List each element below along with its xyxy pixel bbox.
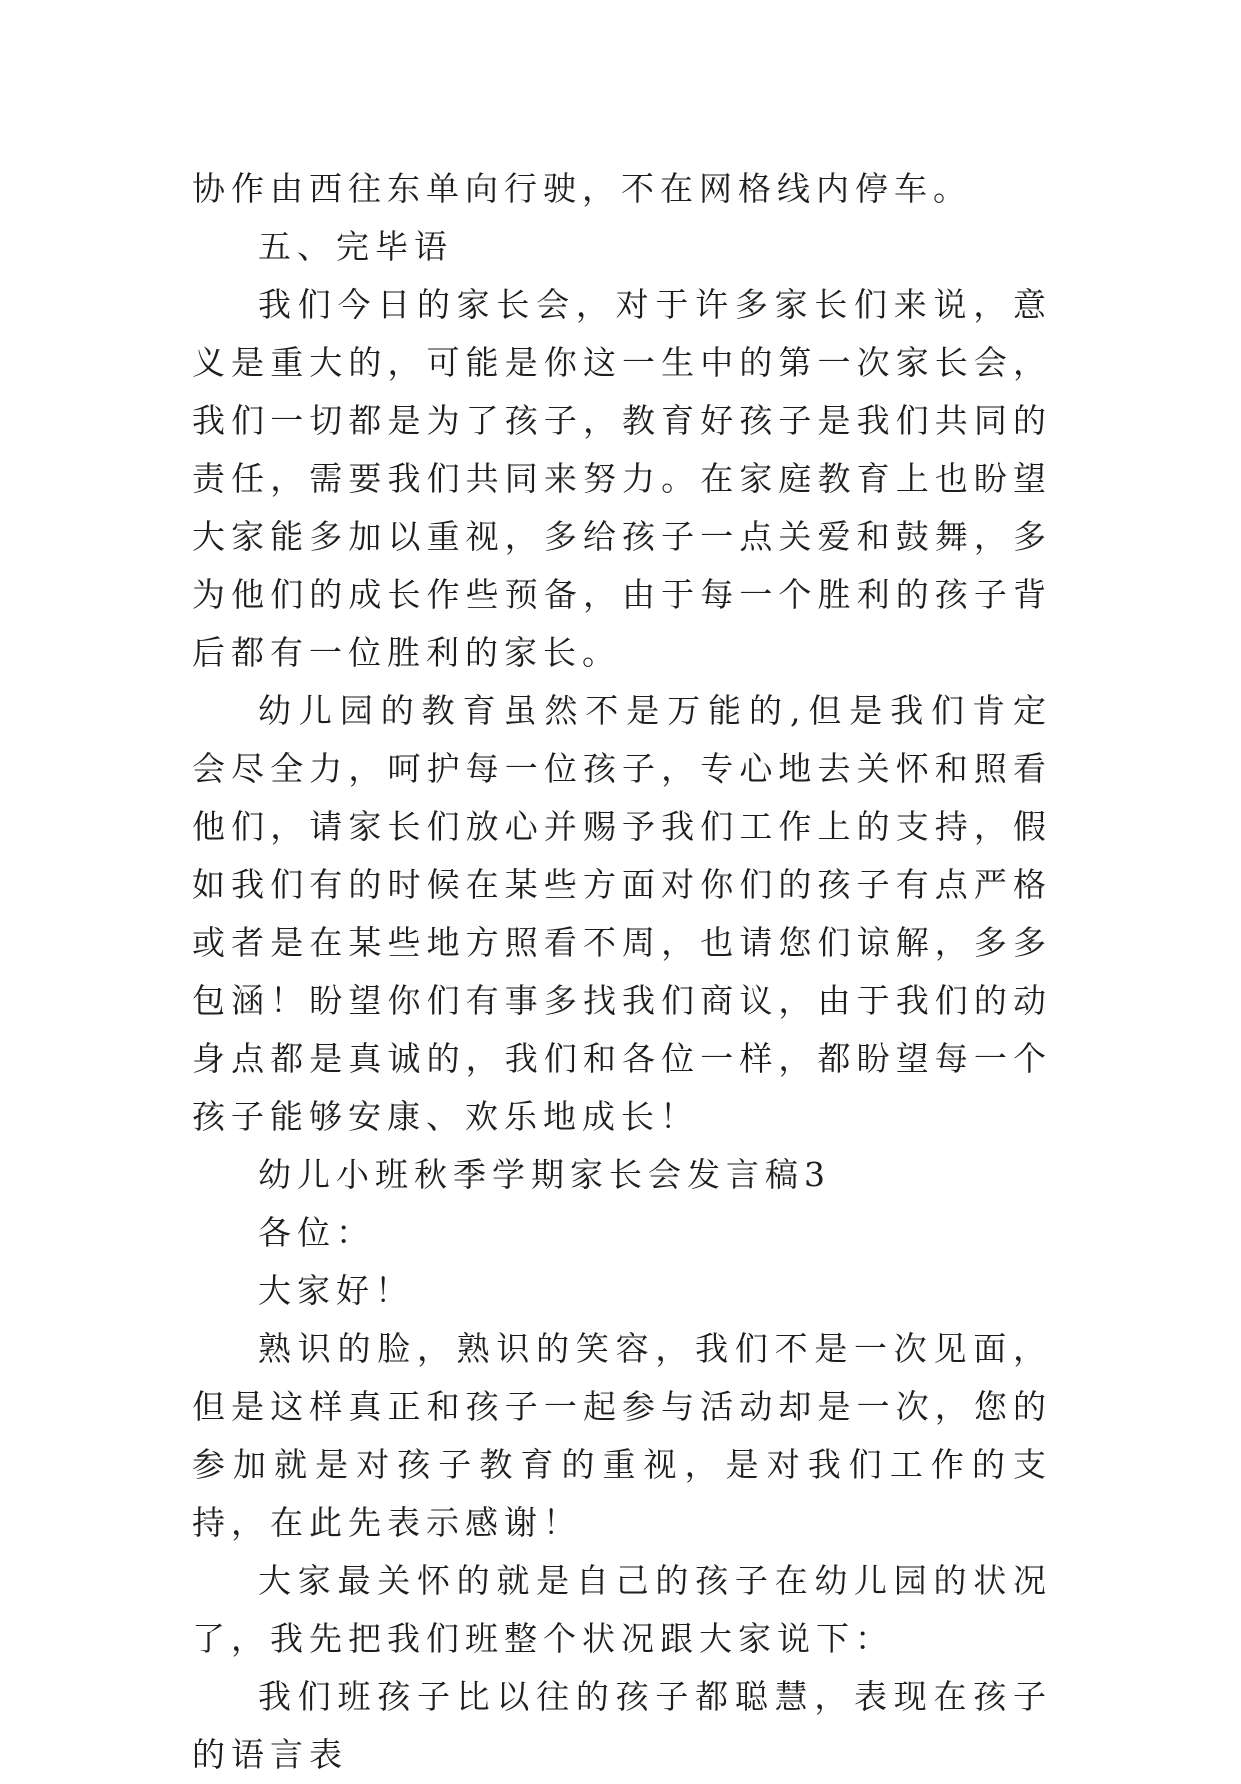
speech-title: 幼儿小班秋季学期家长会发言稿3 (258, 1155, 831, 1194)
greeting: 大家好！ (258, 1271, 414, 1310)
paragraph-thanks: 熟识的脸，熟识的笑容，我们不是一次见面，但是这样真正和孩子一起参与活动却是一次，您的参加就是对孩子教育的重视，是对我们工作的支持，在此先表示感谢！ (192, 1329, 1052, 1542)
salutation: 各位： (258, 1213, 375, 1252)
paragraph-kindergarten-commitment: 幼儿园的教育虽然不是万能的,但是我们肯定会尽全力，呵护每一位孩子，专心地去关怀和照看他们，请家长们放心并赐予我们工作上的支持，假如我们有的时候在某些方面对你们的孩子有点严格或者是在某些地方照看不周，也请您们谅解，多多包涵！盼望你们有事多找我们商议，由于我们的动身点都是真诚的，我们和各位一样，都盼望每一个孩子能够安康、欢乐地成长！ (192, 691, 1052, 1136)
paragraph-class-overview-intro: 大家最关怀的就是自己的孩子在幼儿园的状况了，我先把我们班整个状况跟大家说下： (192, 1561, 1052, 1658)
section-heading-closing: 五、完毕语 (258, 227, 453, 266)
paragraph-continuation: 协作由西往东单向行驶，不在网格线内停车。 (192, 169, 972, 208)
paragraph-closing-remarks: 我们今日的家长会，对于许多家长们来说，意义是重大的，可能是你这一生中的第一次家长会，我们一切都是为了孩子，教育好孩子是我们共同的责任，需要我们共同来努力。在家庭教育上也盼望大家能多加以重视，多给孩子一点关爱和鼓舞，多为他们的成长作些预备，由于每一个胜利的孩子背后都有一位胜利的家长。 (192, 285, 1052, 672)
paragraph-class-overview: 我们班孩子比以往的孩子都聪慧，表现在孩子的语言表 (192, 1677, 1052, 1774)
document-body (192, 160, 1052, 1784)
